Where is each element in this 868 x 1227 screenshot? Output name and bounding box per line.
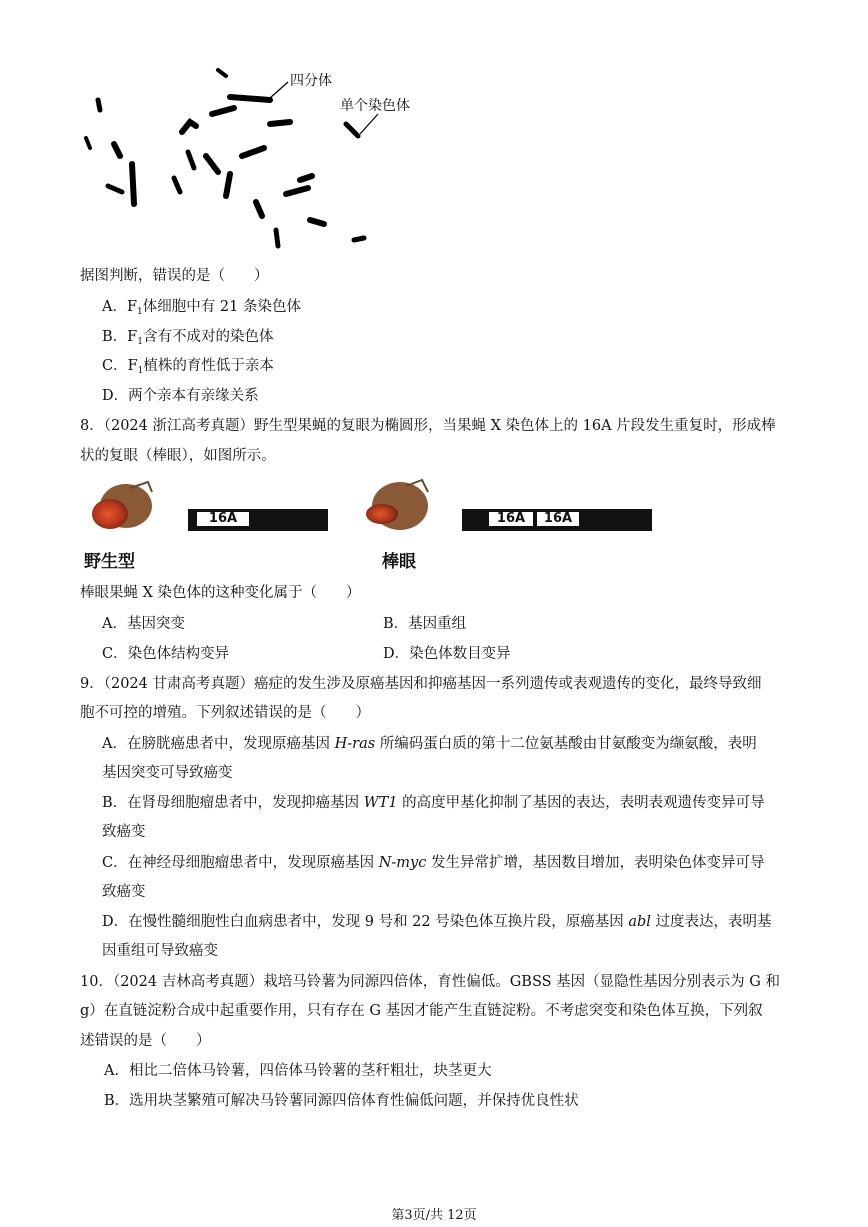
q10-line2: g）在直链淀粉合成中起重要作用，只有存在 G 基因才能产生直链淀粉。不考虑突变和染色体互换，下列叙: [80, 1003, 763, 1019]
q9-option-d-line2: 因重组可导致癌变: [102, 943, 218, 959]
q9-option-b-line1[interactable]: B．在肾母细胞瘤患者中，发现抑癌基因 WT1 的高度甲基化抑制了基因的表达，表明表观遗传变异可导: [102, 795, 765, 811]
q8-stem: 棒眼果蝇 X 染色体的这种变化属于（ ）: [80, 585, 361, 601]
q7-option-a[interactable]: A．$F_1$体细胞中有 21 条染色体: [102, 299, 301, 317]
q10-option-a[interactable]: A．相比二倍体马铃薯，四倍体马铃薯的茎秆粗壮，块茎更大: [104, 1063, 492, 1079]
q8-line2: 状的复眼（棒眼），如图所示。: [80, 448, 276, 464]
q10-option-b[interactable]: B．选用块茎繁殖可解决马铃薯同源四倍体育性偏低问题，并保持优良性状: [104, 1093, 579, 1109]
q10-line1: 10．（2024 吉林高考真题）栽培马铃薯为同源四倍体，育性偏低。GBSS 基因（显隐性基因分别表示为 G 和: [80, 974, 780, 990]
q9-option-c-line1[interactable]: C．在神经母细胞瘤患者中，发现原癌基因 N-myc 发生异常扩增，基因数目增加，表明染色体变异可导: [102, 855, 765, 871]
wild-type-fly-image: [80, 480, 156, 540]
q8-option-c[interactable]: C．染色体结构变异: [102, 646, 230, 662]
wild-type-label: 野生型: [84, 552, 135, 572]
bar-eye-x-chromosome-bar: [462, 509, 652, 531]
q9-option-d-line1[interactable]: D．在慢性髓细胞性白血病患者中，发现 9 号和 22 号染色体互换片段，原癌基因 abl 过度表达，表明基: [102, 914, 772, 930]
label-single-chromosome: 单个染色体: [340, 98, 410, 114]
label-tetrad: 四分体: [290, 73, 332, 89]
q9-line1: 9．（2024 甘肃高考真题）癌症的发生涉及原癌基因和抑癌基因一系列遗传或表观遗传的变化，最终导致细: [80, 676, 762, 692]
q7-option-c[interactable]: C．$F_1$植株的育性低于亲本: [102, 358, 274, 376]
wild-type-x-chromosome-bar: [188, 509, 328, 531]
q7-option-b[interactable]: B．$F_1$含有不成对的染色体: [102, 329, 274, 347]
q7-option-d[interactable]: D．两个亲本有亲缘关系: [102, 388, 259, 404]
page-footer: 第3页/共 12页: [391, 1208, 477, 1223]
segment-16a: 16A: [197, 512, 249, 526]
chromosome-spread-image: [70, 62, 450, 262]
q9-option-b-line2: 致癌变: [102, 824, 146, 840]
q8-option-a[interactable]: A．基因突变: [102, 616, 185, 632]
segment-16a-1: 16A: [489, 512, 533, 526]
bar-eye-fly-image: [352, 478, 432, 540]
q8-line1: 8．（2024 浙江高考真题）野生型果蝇的复眼为椭圆形，当果蝇 X 染色体上的 16A 片段发生重复时，形成棒: [80, 418, 776, 434]
bar-eye-label: 棒眼: [382, 552, 416, 572]
q7-stem: 据图判断，错误的是（ ）: [80, 268, 269, 284]
segment-16a-2: 16A: [537, 512, 579, 526]
q9-option-a-line1[interactable]: A．在膀胱癌患者中，发现原癌基因 H-ras 所编码蛋白质的第十二位氨基酸由甘氨酸变为缬氨酸，表明: [102, 736, 757, 752]
q9-line2: 胞不可控的增殖。下列叙述错误的是（ ）: [80, 705, 370, 721]
q9-option-a-line2: 基因突变可导致癌变: [102, 765, 233, 781]
q9-option-c-line2: 致癌变: [102, 884, 146, 900]
q8-option-b[interactable]: B．基因重组: [383, 616, 467, 632]
q8-option-d[interactable]: D．染色体数目变异: [383, 646, 511, 662]
chromosome-spread-figure: [70, 62, 450, 262]
q10-line3: 述错误的是（ ）: [80, 1033, 211, 1049]
